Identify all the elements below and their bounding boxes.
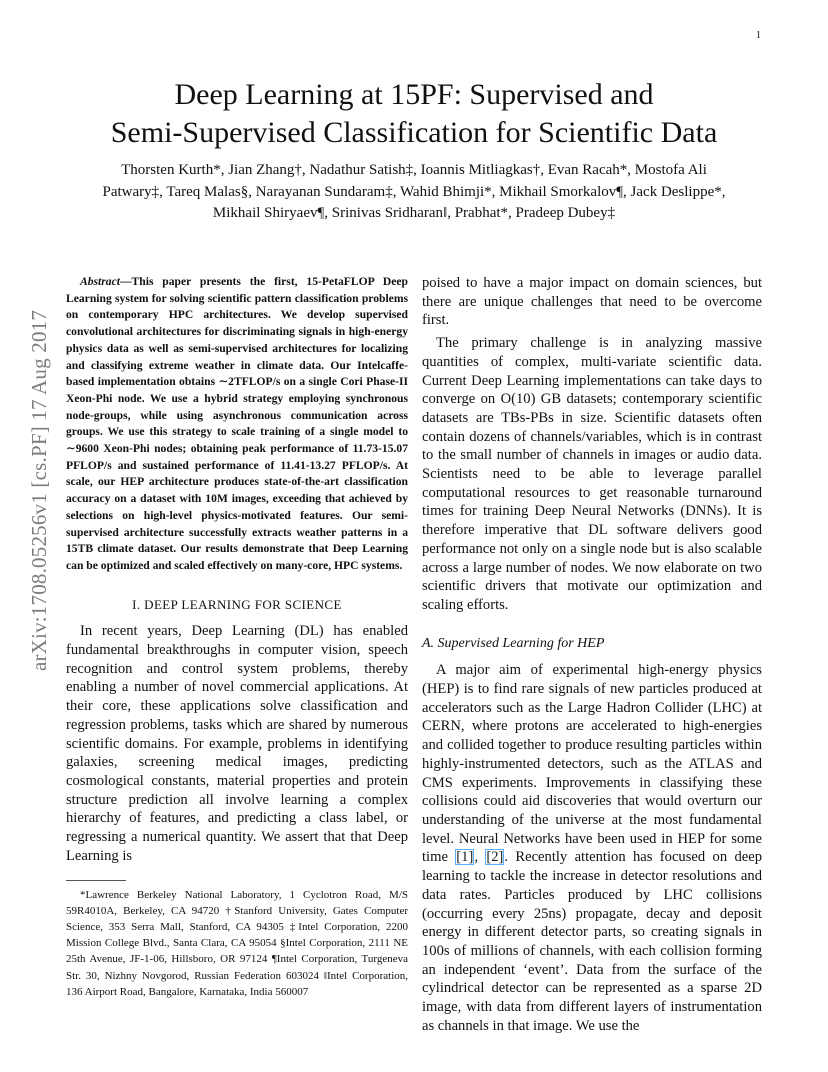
author-list [64, 160, 764, 225]
citation-link-2[interactable]: [2] [486, 849, 504, 866]
continued-paragraph: poised to have a major impact on domain sciences, but there are unique challenges that need to be overcome first. [422, 275, 762, 329]
arxiv-identifier-stamp [20, 290, 60, 690]
abstract-label: Abstract [80, 275, 120, 288]
arxiv-stamp-text: arXiv:1708.05256v1 [cs.PF] 17 Aug 2017 [27, 309, 52, 671]
author-line-2: Patwary‡, Tareq Malas§, Narayanan Sundaram‡, Wahid Bhimji*, Mikhail Smorkalov¶, Jack Deslippe*, [102, 183, 726, 200]
intro-paragraph: In recent years, Deep Learning (DL) has enabled fundamental breakthroughs in computer vision, speech recognition and control system problems, thereby enabling a number of novel commercial applications. At their core, these applications solve classification and regression problems, tasks which are shared by numerous scientific domains. For example, problems in identifying galaxies, screening medical images, predicting cosmological constants, material properties and protein structure prediction all involve learning a complex hierarchy of features, and predicting a class label, or regressing a numerical quantity. We assert that that Deep Learning is [66, 623, 408, 864]
left-column [66, 274, 408, 1000]
affiliations-footnote: *Lawrence Berkeley National Laboratory, 1 Cyclotron Road, M/S 59R4010A, Berkeley, CA 94720 †Stanford University, Gates Computer Science, 353 Serra Mall, Stanford, CA 94305 ‡Intel Corporation, 2200 Mission College Blvd., Santa Clara, CA 95054 §Intel Corporation, 2111 NE 25th Avenue, JF-1-06, Hillsboro, OR 97124 ¶Intel Corporation, Turgeneva Str. 30, Nizhny Novgorod, Russian Federation 603024 ‖Intel Corporation, 136 Airport Road, Bangalore, Karnataka, India 560007 [66, 888, 408, 998]
footnote-divider [66, 880, 126, 881]
author-line-1: Thorsten Kurth*, Jian Zhang†, Nadathur Satish‡, Ioannis Mitliagkas†, Evan Racah*, Mostofa Ali [121, 162, 707, 178]
abstract-text: —This paper presents the first, 15-PetaFLOP Deep Learning system for solving scientific pattern classification problems on contemporary HPC architectures. We develop supervised convolutional architectures for discriminating signals in high-energy physics data as well as semi-supervised architectures for localizing and classifying extreme weather in climate data. Our Intelcaffe-based implementation obtains ∼2TFLOP/s on a single Cori Phase-II Xeon-Phi node. We use a hybrid strategy employing synchronous node-groups, while using asynchronous communication across groups. We use this strategy to scale training of a single model to ∼9600 Xeon-Phi nodes; obtaining peak performance of 11.73-15.07 PFLOP/s and sustained performance of 11.41-13.27 PFLOP/s. At scale, our HEP architecture produces state-of-the-art classification accuracy on a dataset with 10M images, exceeding that achieved by selections on high-level physics-motivated features. Our semi-supervised architecture successfully extracts weather patterns in a 15TB climate dataset. Our results demonstrate that Deep Learning can be optimized and scaled effectively on many-core, HPC systems. [66, 275, 408, 572]
paper-title [40, 76, 788, 152]
hep-text-part1: A major aim of experimental high-energy physics (HEP) is to find rare signals of new particles produced at accelerators such as the Large Hadron Collider (LHC) at CERN, where protons are accelerated to high-energies and collided together to produce resulting particles within highly-instrumented detectors, such as the ATLAS and CMS experiments. Improvements in classifying these collisions could aid discoveries that would overturn our understanding of the universe at the most fundamental level. Neural Networks have been used in HEP for some time [422, 662, 762, 866]
subsection-heading-supervised-learning-hep: A. Supervised Learning for HEP [422, 635, 605, 651]
author-line-3: Mikhail Shiryaev¶, Srinivas Sridharan‖, Prabhat*, Pradeep Dubey‡ [212, 205, 616, 221]
page-number: 1 [756, 30, 761, 41]
title-line-1: Deep Learning at 15PF: Supervised and [174, 78, 654, 111]
citation-separator: , [474, 849, 486, 866]
hep-text-part2: . Recently attention has focused on deep learning to tackle the increase in detector resolutions and data rates. Particles produced by LHC collisions (occurring every 25ns) propagate, decay and deposit energy in different detector parts, so creating signals in 100s of millions of channels, with each collision forming an independent ‘event’. Data from the surface of the cylindrical detector can be represented as a sparse 2D image, with data from different layers of instrumentation as channels in that image. We use the [422, 849, 763, 1034]
right-column [422, 274, 762, 1035]
title-line-2: Semi-Supervised Classification for Scientific Data [110, 116, 718, 149]
hep-paragraph [422, 661, 762, 1035]
citation-link-1[interactable]: [1] [456, 849, 474, 866]
section-heading-deep-learning-for-science: I. DEEP LEARNING FOR SCIENCE [132, 596, 342, 612]
primary-challenge-paragraph: The primary challenge is in analyzing massive quantities of complex, multi-variate scientific data. Current Deep Learning implementations can take days to converge on O(10) GB datasets; contemporary scientific datasets are TBs-PBs in size. Scientific datasets often contain dozens of channels/variables, which is in contrast to the small number of channels in images or audio data. Scientists need to be able to leverage parallel computational resources to get reasonable turnaround times for training Deep Neural Networks (DNNs). It is therefore imperative that DL software delivers good performance not only on a single node but is also scalable across a large number of nodes. We now elaborate on two scientific drivers that motivate our optimization and scaling efforts. [422, 335, 762, 613]
abstract [66, 274, 408, 575]
